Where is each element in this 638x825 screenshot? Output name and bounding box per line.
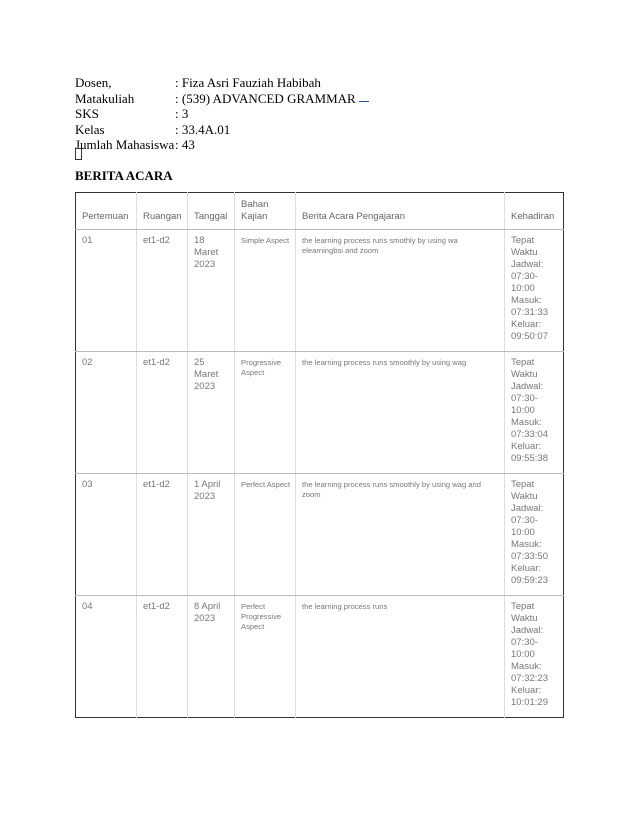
info-value: : 3	[175, 106, 189, 121]
info-value: : (539) ADVANCED GRAMMAR	[175, 90, 356, 106]
info-value: : Fiza Asri Fauziah Habibah	[175, 75, 321, 90]
header-pertemuan: Pertemuan	[76, 193, 137, 230]
cell-pertemuan: 01	[76, 230, 137, 352]
cell-ruangan: et1-d2	[137, 596, 188, 718]
cell-kehadiran: Tepat Waktu Jadwal: 07:30- 10:00 Masuk: 07:31:33 Keluar: 09:50:07	[505, 230, 564, 352]
missing-glyph-icon	[75, 148, 82, 160]
cell-kehadiran: Tepat Waktu Jadwal: 07:30- 10:00 Masuk: 07:33:50 Keluar: 09:59:23	[505, 474, 564, 596]
cell-tanggal: 8 April 2023	[188, 596, 235, 718]
cell-berita-acara: the learning process runs	[296, 596, 505, 718]
cell-berita-acara: the learning process runs smoothly by using wag and zoom	[296, 474, 505, 596]
link-underline[interactable]	[359, 91, 369, 102]
cell-bahan-kajian: Progressive Aspect	[235, 352, 296, 474]
header-tanggal: Tanggal	[188, 193, 235, 230]
table-row	[76, 596, 564, 718]
cell-bahan-kajian: Perfect Aspect	[235, 474, 296, 596]
cell-ruangan: et1-d2	[137, 474, 188, 596]
info-label: Dosen,	[75, 75, 112, 90]
cell-bahan-kajian: Simple Aspect	[235, 230, 296, 352]
header-bahan-kajian: Bahan Kajian	[235, 193, 296, 230]
info-value: : 33.4A.01	[175, 121, 231, 137]
cell-ruangan: et1-d2	[137, 352, 188, 474]
header-berita-acara: Berita Acara Pengajaran	[296, 193, 505, 230]
info-label: Matakuliah	[75, 90, 135, 106]
table-row	[76, 352, 564, 474]
info-label: SKS	[75, 106, 99, 121]
info-row-kelas	[75, 122, 369, 138]
cell-ruangan: et1-d2	[137, 230, 188, 352]
header-kehadiran: Kehadiran	[505, 193, 564, 230]
cell-berita-acara: the learning process runs smothly by using wa elearningbsi and zoom	[296, 230, 505, 352]
info-label: Jumlah Mahasiswa	[75, 137, 175, 152]
cell-tanggal: 18 Maret 2023	[188, 230, 235, 352]
info-row-dosen	[75, 75, 369, 91]
berita-acara-table	[75, 192, 564, 718]
section-title: BERITA ACARA	[75, 168, 173, 183]
header-ruangan: Ruangan	[137, 193, 188, 230]
cell-berita-acara: the learning process runs smoothly by using wag	[296, 352, 505, 474]
cell-pertemuan: 03	[76, 474, 137, 596]
info-row-matakuliah	[75, 91, 369, 107]
cell-pertemuan: 02	[76, 352, 137, 474]
info-row-jumlah-mahasiswa	[75, 137, 369, 153]
table-row	[76, 230, 564, 352]
cell-tanggal: 25 Maret 2023	[188, 352, 235, 474]
info-label: Kelas	[75, 121, 105, 137]
cell-bahan-kajian: Perfect Progressive Aspect	[235, 596, 296, 718]
info-row-sks	[75, 106, 369, 122]
cell-tanggal: 1 April 2023	[188, 474, 235, 596]
cell-kehadiran: Tepat Waktu Jadwal: 07:30- 10:00 Masuk: 07:33:04 Keluar: 09:55:38	[505, 352, 564, 474]
cell-kehadiran: Tepat Waktu Jadwal: 07:30- 10:00 Masuk: 07:32:23 Keluar: 10:01:29	[505, 596, 564, 718]
table-row	[76, 474, 564, 596]
course-info	[75, 75, 369, 153]
info-value: : 43	[175, 137, 195, 152]
cell-pertemuan: 04	[82, 601, 93, 612]
table-header-row	[76, 193, 564, 230]
